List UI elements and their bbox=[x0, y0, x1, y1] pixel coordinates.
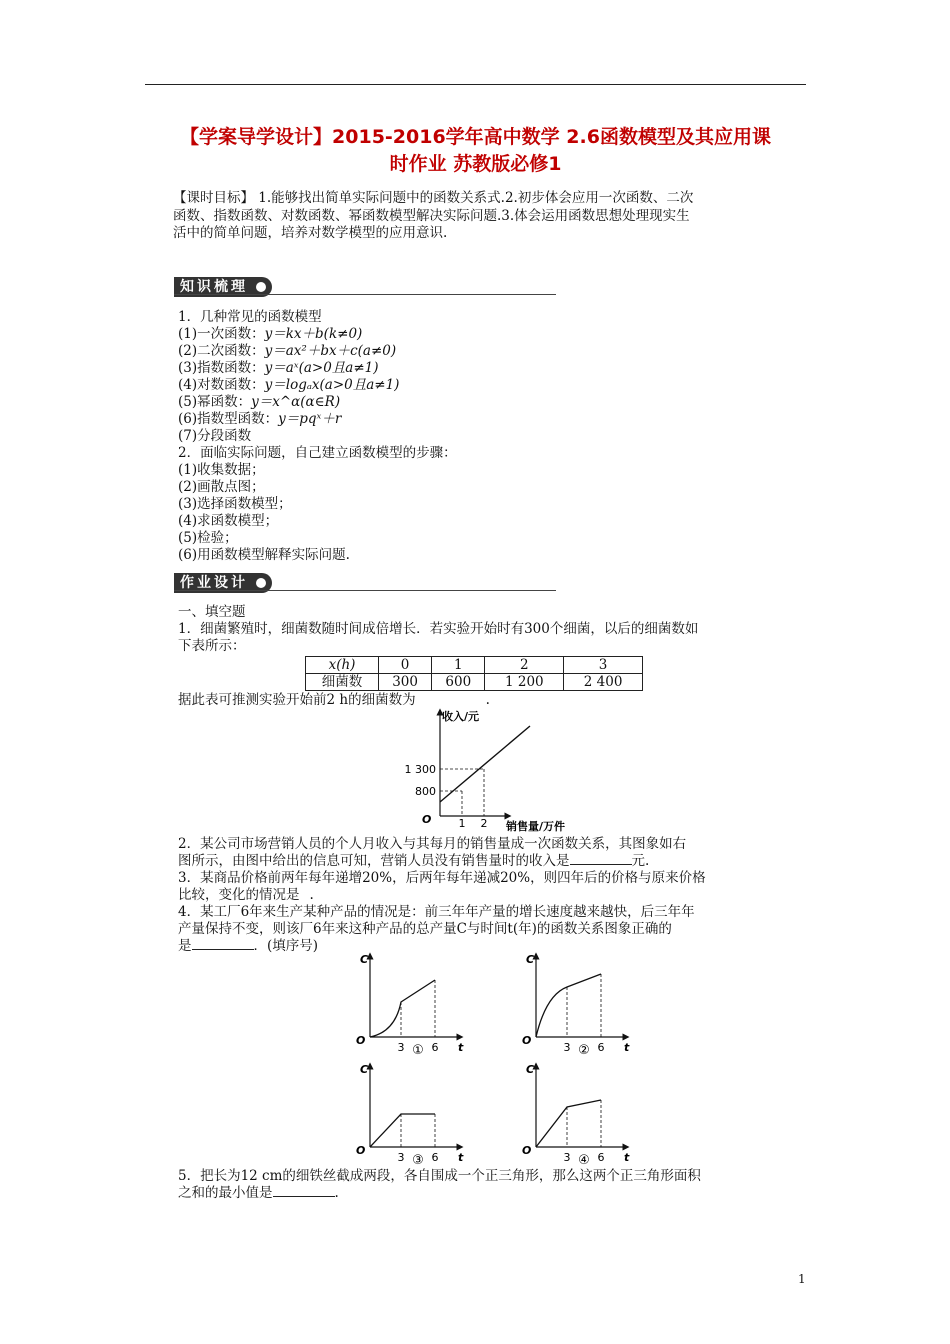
table-row bbox=[306, 657, 643, 674]
model-3: (3)指数函数：y＝aˣ(a>0且a≠1) bbox=[178, 360, 379, 376]
origin-label: O bbox=[522, 1144, 532, 1157]
graph-1 bbox=[356, 953, 464, 1058]
series-curve bbox=[536, 1100, 601, 1147]
x-tick-1: 1 bbox=[458, 817, 466, 830]
page-title bbox=[145, 124, 806, 178]
q1-line-1: 1．细菌繁殖时，细菌数随时间成倍增长．若实验开始时有300个细菌，以后的细菌数如 bbox=[178, 621, 699, 637]
section-label: 作业设计 bbox=[180, 575, 248, 591]
x-tick-3: 3 bbox=[397, 1151, 405, 1164]
knowledge-heading-1: 1．几种常见的函数模型 bbox=[178, 309, 322, 325]
x-tick-3: 3 bbox=[563, 1151, 571, 1164]
subsection-heading: 一、填空题 bbox=[178, 604, 246, 620]
graphs-grid bbox=[340, 950, 660, 1165]
graph-number-label: ② bbox=[578, 1043, 590, 1058]
x-tick-6: 6 bbox=[431, 1041, 439, 1054]
graph-number-label: ① bbox=[412, 1043, 424, 1058]
bacteria-table bbox=[305, 656, 643, 691]
model-6: (6)指数型函数：y＝pqˣ＋r bbox=[178, 411, 342, 427]
y-axis-label: C bbox=[526, 953, 535, 966]
objective-line-1: 【课时目标】 1.能够找出简单实际问题中的函数关系式.2.初步体会应用一次函数、二次 bbox=[173, 190, 694, 206]
table-cell: 300 bbox=[379, 674, 432, 691]
model-7: (7)分段函数 bbox=[178, 428, 252, 444]
q1-line-2: 下表所示： bbox=[178, 638, 246, 654]
income-series-line bbox=[440, 726, 530, 802]
model-4: (4)对数函数：y＝logₐx(a>0且a≠1) bbox=[178, 377, 400, 393]
q4-line-3: 是 ．(填序号) bbox=[178, 938, 319, 954]
series-curve bbox=[536, 974, 601, 1037]
step-2: (2)画散点图； bbox=[178, 479, 265, 495]
income-chart bbox=[380, 706, 590, 832]
knowledge-list bbox=[178, 309, 457, 564]
origin-label: O bbox=[356, 1144, 366, 1157]
step-5: (5)检验； bbox=[178, 530, 238, 546]
table-cell: 2 bbox=[485, 657, 564, 674]
homework-part-3 bbox=[178, 1168, 701, 1202]
x-axis-label: 销售量/万件 bbox=[506, 820, 566, 832]
dot-icon bbox=[256, 578, 266, 588]
q2-line-2: 图所示，由图中给出的信息可知，营销人员没有销售量时的收入是 元. bbox=[178, 853, 650, 869]
x-tick-6: 6 bbox=[597, 1041, 605, 1054]
table-cell: 0 bbox=[379, 657, 432, 674]
graph-2 bbox=[522, 953, 630, 1058]
x-tick-3: 3 bbox=[563, 1041, 571, 1054]
table-cell: 1 200 bbox=[485, 674, 564, 691]
table-cell: 2 400 bbox=[564, 674, 643, 691]
model-1: (1)一次函数：y＝kx＋b(k≠0) bbox=[178, 326, 363, 342]
table-cell: 3 bbox=[564, 657, 643, 674]
page-number: 1 bbox=[798, 1272, 806, 1286]
graph-4 bbox=[522, 1063, 630, 1165]
series-curve bbox=[370, 1114, 435, 1147]
title-line-1: 【学案导学设计】2015-2016学年高中数学 2.6函数模型及其应用课 bbox=[180, 126, 771, 148]
section-banner-knowledge bbox=[174, 276, 556, 296]
q5-line-2: 之和的最小值是 . bbox=[178, 1185, 339, 1201]
table-cell: 细菌数 bbox=[306, 674, 379, 691]
x-tick-6: 6 bbox=[597, 1151, 605, 1164]
y-axis-label: 收入/元 bbox=[442, 710, 480, 723]
q5-line-1: 5．把长为12 cm的细铁丝截成两段，各自围成一个正三角形，那么这两个正三角形面积 bbox=[178, 1168, 701, 1184]
q2-line-1: 2．某公司市场营销人员的个人月收入与其每月的销售量成一次函数关系，其图象如右 bbox=[178, 836, 687, 852]
table-cell: x(h) bbox=[306, 657, 379, 674]
q4-line-2: 产量保持不变，则该厂6年来这种产品的总产量C与时间t(年)的函数关系图象正确的 bbox=[178, 921, 672, 937]
x-axis-label: t bbox=[458, 1151, 464, 1164]
x-tick-3: 3 bbox=[397, 1041, 405, 1054]
y-axis-label: C bbox=[360, 953, 369, 966]
title-line-2: 时作业 苏教版必修1 bbox=[389, 153, 562, 175]
objective-line-3: 活中的简单问题，培养对数学模型的应用意识. bbox=[173, 225, 448, 241]
origin-label: O bbox=[356, 1034, 366, 1047]
x-axis-label: t bbox=[458, 1041, 464, 1054]
q4-line-1: 4．某工厂6年来生产某种产品的情况是：前三年年产量的增长速度越来越快，后三年年 bbox=[178, 904, 695, 920]
y-tick-1300: 1 300 bbox=[404, 763, 436, 776]
homework-part-1 bbox=[178, 604, 698, 655]
model-2: (2)二次函数：y＝ax²＋bx＋c(a≠0) bbox=[178, 343, 397, 359]
step-4: (4)求函数模型； bbox=[178, 513, 279, 529]
step-1: (1)收集数据； bbox=[178, 462, 265, 478]
knowledge-heading-2: 2．面临实际问题，自己建立函数模型的步骤： bbox=[178, 445, 457, 461]
model-5: (5)幂函数：y＝x^α(α∈R) bbox=[178, 394, 341, 410]
series-curve bbox=[370, 980, 435, 1037]
objective bbox=[173, 190, 693, 243]
q1-line-3: 据此表可推测实验开始前2 h的细菌数为 . bbox=[178, 692, 490, 708]
step-3: (3)选择函数模型； bbox=[178, 496, 292, 512]
table-cell: 600 bbox=[432, 674, 485, 691]
table-row bbox=[306, 674, 643, 691]
section-label: 知识梳理 bbox=[180, 279, 248, 295]
origin-label: O bbox=[422, 813, 432, 826]
q3-line-2: 比较，变化的情况是 . bbox=[178, 887, 314, 903]
table-cell: 1 bbox=[432, 657, 485, 674]
x-axis-label: t bbox=[624, 1151, 630, 1164]
origin-label: O bbox=[522, 1034, 532, 1047]
graph-3 bbox=[356, 1063, 464, 1165]
answer-blank[interactable] bbox=[273, 1196, 335, 1197]
section-banner-homework bbox=[174, 572, 556, 592]
x-tick-2: 2 bbox=[480, 817, 488, 830]
x-axis-label: t bbox=[624, 1041, 630, 1054]
objective-line-2: 函数、指数函数、对数函数、幂函数模型解决实际问题.3.体会运用函数思想处理现实生 bbox=[173, 207, 690, 224]
homework-part-2 bbox=[178, 836, 706, 955]
answer-blank[interactable] bbox=[192, 949, 254, 950]
top-rule bbox=[145, 84, 806, 85]
step-6: (6)用函数模型解释实际问题. bbox=[178, 547, 350, 563]
graph-number-label: ③ bbox=[412, 1153, 424, 1165]
y-tick-800: 800 bbox=[415, 785, 436, 798]
x-tick-6: 6 bbox=[431, 1151, 439, 1164]
y-axis-label: C bbox=[526, 1063, 535, 1076]
graph-number-label: ④ bbox=[578, 1153, 590, 1165]
dot-icon bbox=[256, 282, 266, 292]
q3-line-1: 3．某商品价格前两年每年递增20%，后两年每年递减20%，则四年后的价格与原来价格 bbox=[178, 870, 706, 886]
answer-blank[interactable] bbox=[570, 864, 632, 865]
y-axis-label: C bbox=[360, 1063, 369, 1076]
